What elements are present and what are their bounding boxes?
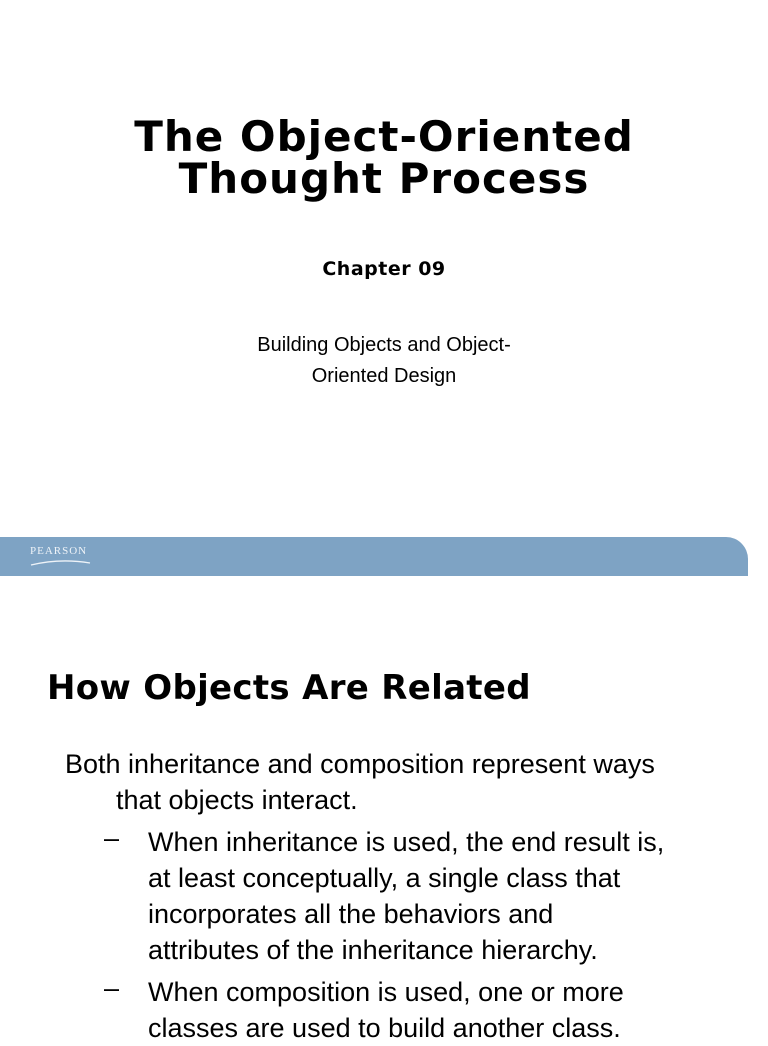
bullet-line: incorporates all the behaviors and (148, 899, 554, 929)
slide-subtitle (0, 330, 768, 392)
bullet-text (148, 824, 738, 968)
logo-text: PEARSON (30, 545, 88, 557)
slide-heading: How Objects Are Related (47, 668, 531, 708)
footer-bar (0, 537, 748, 576)
bullet-line: When composition is used, one or more (148, 977, 624, 1007)
content-slide (0, 576, 768, 1043)
bullet-dash: – (104, 973, 120, 1003)
pearson-logo (30, 545, 92, 569)
title-line-2: Thought Process (178, 154, 590, 203)
title-line-1: The Object-Oriented (134, 112, 634, 161)
bullet-line: attributes of the inheritance hierarchy. (148, 935, 598, 965)
intro-line-1: Both inheritance and composition represent ways (65, 749, 655, 779)
bullet-line: When inheritance is used, the end result is, (148, 827, 665, 857)
intro-paragraph (65, 746, 735, 818)
bullet-line: at least conceptually, a single class that (148, 863, 621, 893)
bullet-text (148, 974, 738, 1046)
chapter-label: Chapter 09 (322, 258, 446, 280)
bullet-line: classes are used to build another class. (148, 1013, 621, 1043)
intro-line-2: that objects interact. (116, 785, 358, 815)
bullet-dash: – (104, 823, 120, 853)
subtitle-line-1: Building Objects and Object- (257, 334, 511, 356)
slide-title (0, 112, 768, 203)
subtitle-line-2: Oriented Design (311, 365, 457, 387)
logo-swoosh-icon (30, 558, 92, 566)
